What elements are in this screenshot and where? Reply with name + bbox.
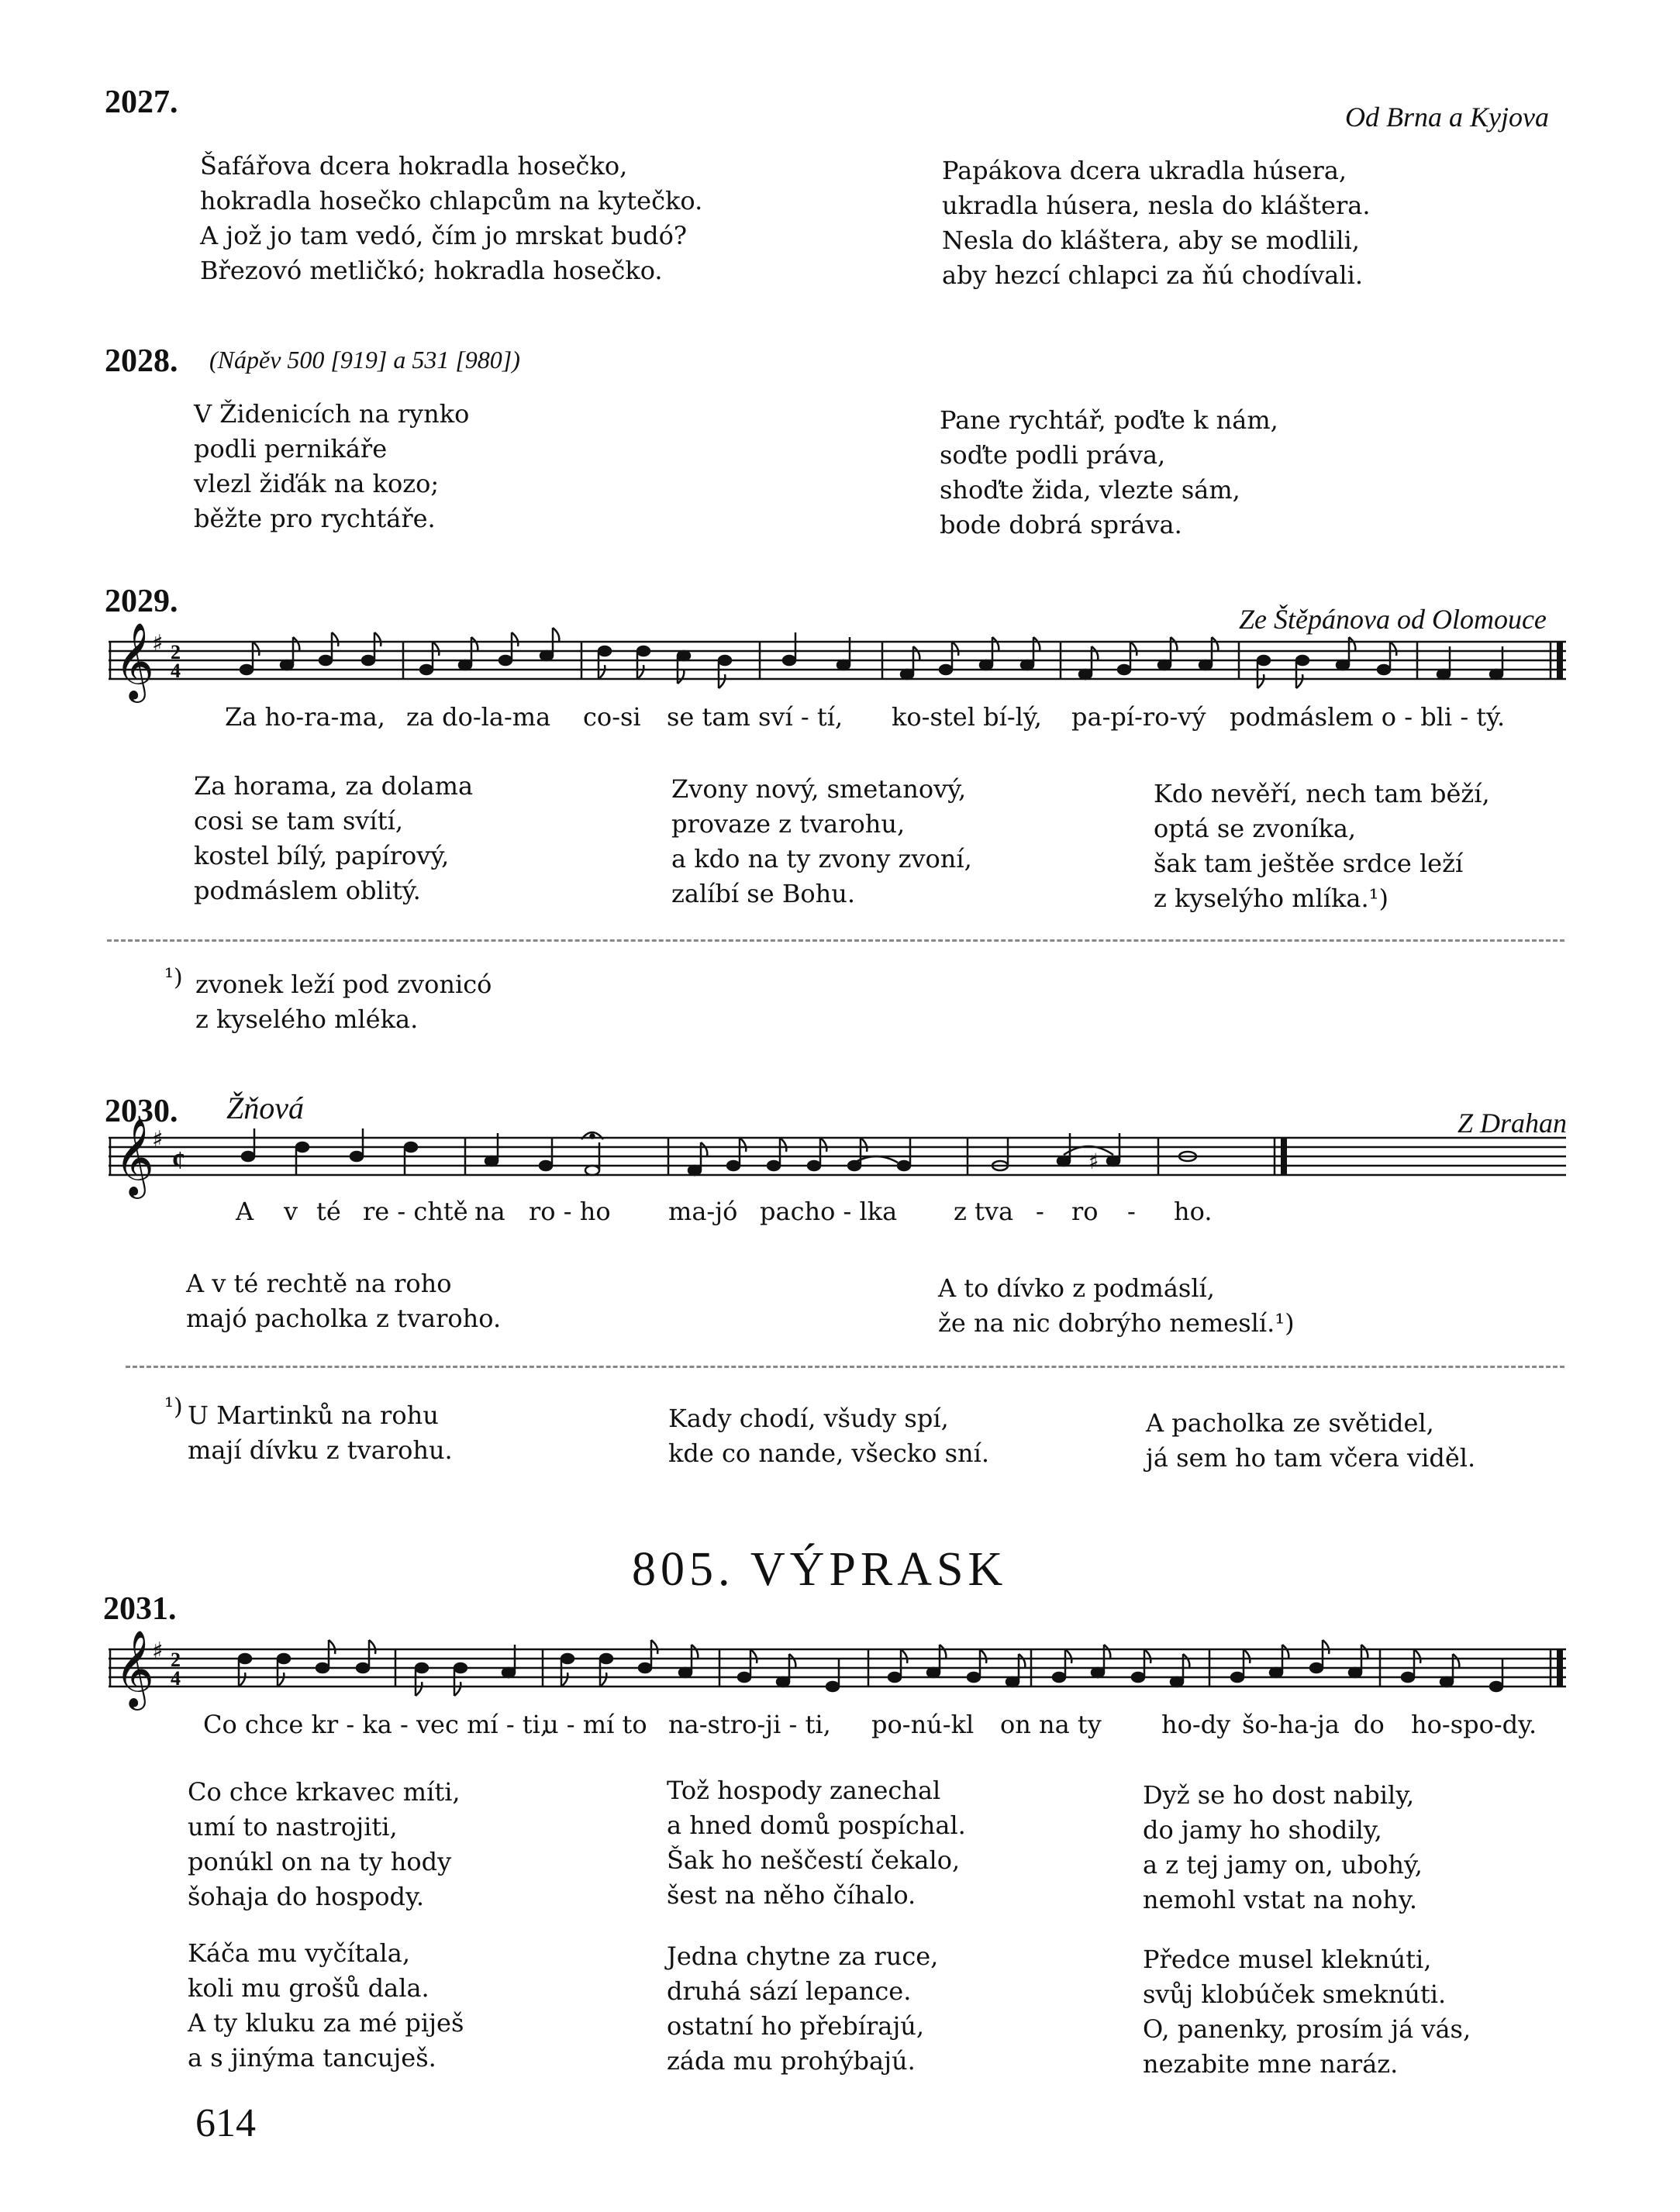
lyric-2030-5: na [474, 1197, 505, 1226]
footnote-2030-1: U Martinků na rohu mají dívku z tvarohu. [188, 1401, 453, 1465]
lyric-2031-1: Co chce kr - ka - vec mí - ti, [203, 1710, 549, 1739]
svg-text:♯: ♯ [152, 1126, 164, 1153]
sharp-icon [152, 1126, 164, 1153]
stanza-2031-1: Co chce krkavec míti, umí to nastrojiti, ponúkl on na ty hody šohaja do hospody. [188, 1777, 461, 1911]
lyric-2030-6: ro - ho [529, 1197, 611, 1226]
lyric-2030-10: - [1036, 1197, 1044, 1226]
song-number-2029: 2029. [105, 584, 178, 619]
lyric-2030-1: A [236, 1197, 254, 1226]
cut-time-icon [172, 1146, 185, 1175]
lyric-2031-4: po-nú-kl [871, 1710, 975, 1739]
footnote-2030-3: A pacholka ze světidel, já sem ho tam včera viděl. [1146, 1408, 1476, 1473]
footnote-divider [126, 1366, 1564, 1368]
svg-text:2: 2 [171, 641, 181, 663]
stanza-2031-5: Jedna chytne za ruce, druhá sází lepance. ostatní ho přebírajú, záda mu prohýbajú. [667, 1942, 939, 2076]
stanza-2031-4: Káča mu vyčítala, koli mu grošů dala. A ty kluku za mé piješ a s jinýma tancuješ. [188, 1938, 464, 2072]
stanza-2029-1: Za horama, za dolama cosi se tam svítí, kostel bílý, papírový, podmáslem oblitý. [194, 771, 474, 905]
lyric-2029-1: Za ho-ra-ma, [225, 702, 385, 732]
stanza-2029-2: Zvony nový, smetanový, provaze z tvarohu, a kdo na ty zvony zvoní, zalíbí se Bohu. [671, 774, 972, 908]
lyric-2030-2: v [284, 1197, 298, 1226]
lyric-2029-7: podmáslem o - bli - tý. [1230, 702, 1506, 732]
svg-text:4: 4 [171, 660, 181, 682]
lyric-2029-5: ko-stel bí-lý, [892, 702, 1042, 732]
lyric-2031-7: šo-ha-ja [1242, 1710, 1340, 1739]
song-genre-2030: Žňová [226, 1090, 304, 1125]
song-number-2027: 2027. [105, 84, 178, 120]
svg-text:♯: ♯ [1088, 1149, 1099, 1174]
song-source-2029: Ze Štěpánova od Olomouce [1239, 604, 1547, 635]
lyric-2029-4: se tam sví - tí, [667, 702, 843, 732]
stanza-2030-2: A to dívko z podmáslí, že na nic dobrýho nemeslí.¹) [938, 1273, 1295, 1338]
song-number-2031: 2031. [103, 1591, 177, 1627]
music-staff-2029 [109, 620, 1566, 705]
page-number: 614 [195, 2101, 256, 2145]
stanza-2028-1: V Židenicích na rynko podli pernikáře vlezl žiďák na kozo; běžte pro rychtáře. [194, 399, 470, 533]
song-source-2027: Od Brna a Kyjova [1345, 102, 1549, 133]
stanza-2027-2: Papákova dcera ukradla húsera, ukradla húsera, nesla do kláštera. Nesla do kláštera, aby se modlili, aby hezcí chlapci za ňú chodívali. [942, 156, 1371, 290]
lyric-2030-4: re - chtě [363, 1197, 468, 1226]
svg-text:¢: ¢ [172, 1146, 185, 1175]
song-source-2030: Z Drahan [1457, 1108, 1568, 1139]
lyric-2031-6: ho-dy [1161, 1710, 1231, 1739]
lyric-2031-3: na-stro-ji - ti, [668, 1710, 831, 1739]
svg-text:♯: ♯ [152, 630, 164, 657]
lyric-2030-13: ho. [1174, 1197, 1213, 1226]
music-staff-2031 [109, 1628, 1566, 1713]
svg-text:𝄞: 𝄞 [115, 1118, 154, 1196]
stanza-2031-6: Předce musel kleknúti, svůj klobúček smeknúti. O, panenky, prosím já vás, nezabite mne naráz. [1143, 1945, 1471, 2079]
footnote-2030-2: Kady chodí, všudy spí, kde co nande, všecko sní. [668, 1404, 990, 1468]
sharp-icon [152, 630, 164, 657]
lyric-2031-9: ho-spo-dy. [1411, 1710, 1537, 1739]
lyric-2030-12: - [1127, 1197, 1136, 1226]
time-signature [171, 641, 181, 682]
footnote-mark-2029: ¹) [164, 964, 183, 991]
treble-clef-icon [115, 622, 154, 703]
lyric-2029-2: za do-la-ma [406, 702, 551, 732]
lyric-2030-11: ro [1071, 1197, 1099, 1226]
lyric-2031-8: do [1354, 1710, 1385, 1739]
song-number-2030: 2030. [105, 1094, 178, 1129]
lyric-2029-3: co-si [583, 702, 641, 732]
tune-reference-2028: (Nápěv 500 [919] a 531 [980]) [209, 346, 520, 374]
svg-text:♯: ♯ [152, 1638, 164, 1665]
stanza-2030-1: A v té rechtě na roho majó pacholka z tvaroho. [186, 1269, 502, 1333]
lyric-2030-9: z tva [954, 1197, 1014, 1226]
svg-text:2: 2 [171, 1649, 181, 1671]
lyric-2030-3: té [316, 1197, 341, 1226]
music-staff-2030 [109, 1116, 1566, 1201]
stanza-2031-3: Dyž se ho dost nabily, do jamy ho shodily, a z tej jamy on, ubohý, nemohl vstat na nohy. [1143, 1780, 1423, 1914]
chapter-title: 805. VÝPRASK [632, 1543, 1008, 1596]
lyric-2029-6: pa-pí-ro-vý [1071, 702, 1206, 732]
lyric-2030-8: pacho - lka [760, 1197, 898, 1226]
treble-clef-icon [115, 1630, 154, 1711]
svg-text:𝄞: 𝄞 [115, 1630, 154, 1707]
svg-text:4: 4 [171, 1667, 181, 1690]
lyric-2030-7: ma-jó [668, 1197, 738, 1226]
treble-clef-icon [115, 1118, 154, 1199]
lyric-2031-5: on na ty [1000, 1710, 1102, 1739]
sharp-icon [152, 1638, 164, 1665]
stanza-2028-2: Pane rychtář, poďte k nám, soďte podli práva, shoďte žida, vlezte sám, bode dobrá správa. [940, 405, 1278, 539]
time-signature [171, 1649, 181, 1690]
stanza-2029-3: Kdo nevěří, nech tam běží, optá se zvoníka, šak tam ještěe srdce leží z kyselýho mlíka.¹) [1154, 779, 1490, 913]
stanza-2031-2: Tož hospody zanechal a hned domů pospíchal. Šak ho neščestí čekalo, šest na něho číhalo. [667, 1776, 966, 1910]
lyric-2031-2: u - mí to [543, 1710, 647, 1739]
footnote-mark-2030: ¹) [164, 1394, 183, 1421]
song-number-2028: 2028. [105, 343, 178, 379]
footnote-2029: zvonek leží pod zvonicó z kyselého mléka. [195, 970, 492, 1034]
footnote-divider [107, 939, 1564, 942]
stanza-2027-1: Šafářova dcera hokradla hosečko, hokradla hosečko chlapcům na kytečko. A jož jo tam vedó, čím jo mrskat budó? Březovó metličkó; hokradla hosečko. [200, 151, 703, 285]
svg-text:𝄞: 𝄞 [115, 622, 154, 700]
